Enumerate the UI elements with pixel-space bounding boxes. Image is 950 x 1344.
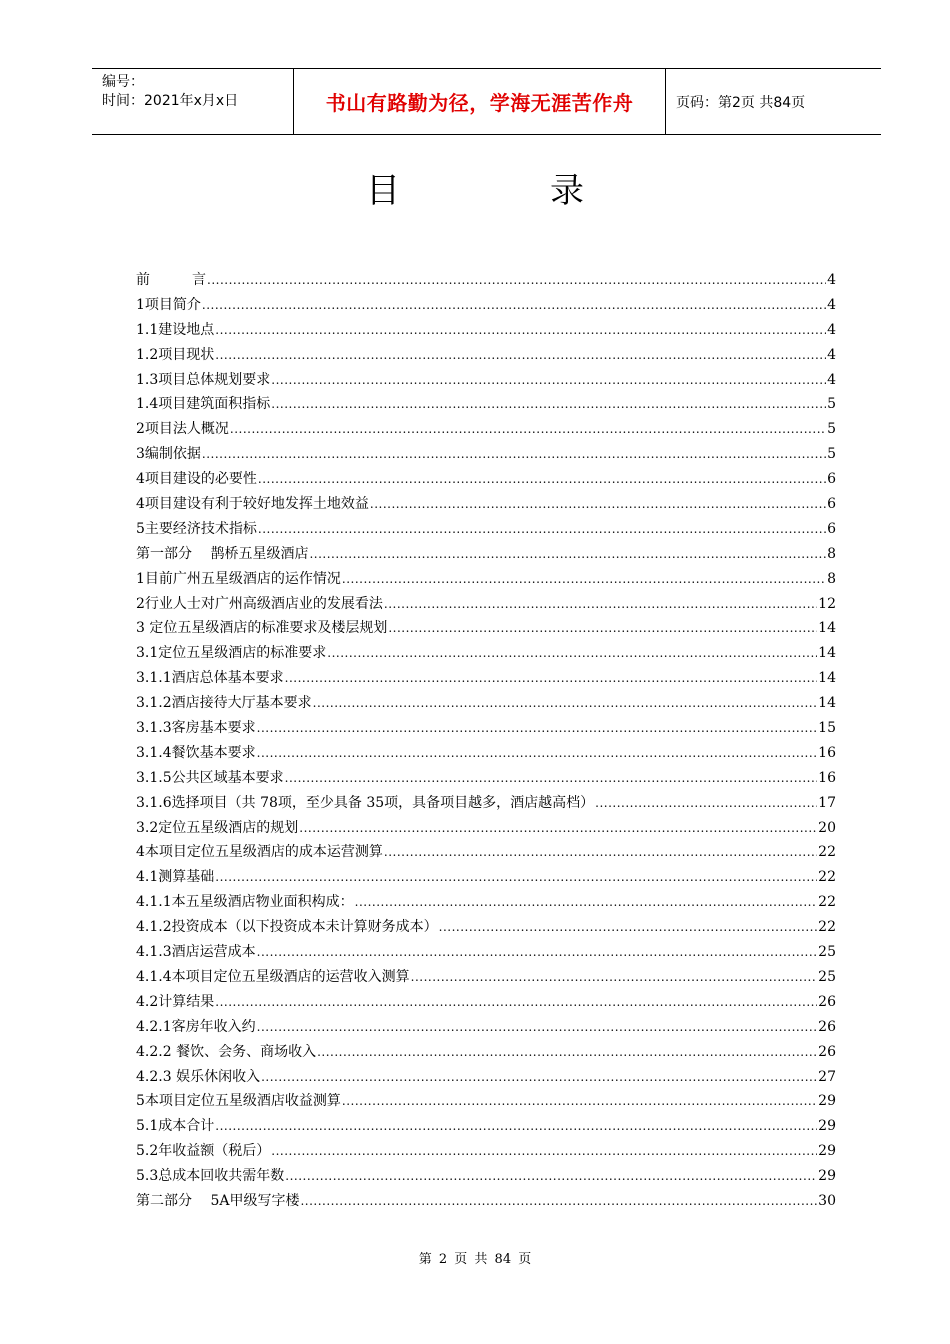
toc-leader-dots: [202, 446, 826, 462]
toc-entry-page: 25: [818, 944, 836, 961]
toc-entry[interactable]: [136, 344, 836, 369]
toc-entry-page: 22: [818, 919, 836, 936]
toc-leader-dots: [261, 1069, 817, 1085]
toc-entry[interactable]: [136, 617, 836, 642]
toc-leader-dots: [370, 496, 826, 512]
toc-entry-label: 3.2定位五星级酒店的规划: [136, 819, 299, 836]
page-footer: 第 2 页 共 84 页: [418, 1252, 532, 1267]
toc-leader-dots: [257, 745, 818, 761]
toc-leader-dots: [257, 720, 818, 736]
toc-entry-label: 5.1成本合计: [136, 1118, 215, 1135]
toc-entry-page: 17: [818, 794, 836, 811]
toc-entry[interactable]: [136, 991, 836, 1016]
toc-entry-label: 5.3总成本回收共需年数: [136, 1168, 285, 1185]
toc-entry[interactable]: [136, 866, 836, 891]
toc-entry[interactable]: [136, 1165, 836, 1190]
toc-entry[interactable]: [136, 792, 836, 817]
toc-entry-label: 第二部分 5A甲级写字楼: [136, 1192, 300, 1209]
toc-entry-label: 1.3项目总体规划要求: [136, 371, 271, 388]
toc-entry-page: 8: [827, 570, 836, 587]
toc-entry-label: 1.1建设地点: [136, 321, 215, 338]
toc-entry-label: 4.1.2投资成本（以下投资成本未计算财务成本）: [136, 919, 438, 936]
toc-entry[interactable]: [136, 369, 836, 394]
toc-leader-dots: [257, 1019, 818, 1035]
toc-entry-label: 3 定位五星级酒店的标准要求及楼层规划: [136, 620, 388, 637]
toc-entry-label: 3.1.6选择项目（共 78项，至少具备 35项，具备项目越多，酒店越高档）: [136, 794, 595, 811]
toc-entry-label: 3.1定位五星级酒店的标准要求: [136, 645, 327, 662]
header-meta: [92, 69, 293, 134]
toc-entry[interactable]: [136, 1190, 836, 1215]
toc-entry-page: 22: [818, 844, 836, 861]
toc-entry-page: 4: [827, 296, 836, 313]
toc-leader-dots: [309, 546, 826, 562]
toc-entry-page: 22: [818, 894, 836, 911]
toc-entry-page: 4: [827, 371, 836, 388]
toc-leader-dots: [258, 521, 826, 537]
toc-entry-page: 27: [818, 1068, 836, 1085]
toc-entry-page: 5: [827, 421, 836, 438]
toc-entry-label: 4.1.1本五星级酒店物业面积构成：: [136, 894, 354, 911]
toc-entry[interactable]: [136, 717, 836, 742]
toc-entry[interactable]: [136, 692, 836, 717]
toc-entry-page: 6: [827, 496, 836, 513]
toc-entry-page: 25: [818, 968, 836, 985]
toc-entry-page: 26: [818, 1043, 836, 1060]
toc-entry-label: 4.1测算基础: [136, 869, 215, 886]
toc-entry-label: 2行业人士对广州高级酒店业的发展看法: [136, 595, 383, 612]
toc-entry-label: 4.2计算结果: [136, 993, 215, 1010]
table-of-contents: [136, 269, 836, 1215]
toc-entry-label: 4本项目定位五星级酒店的成本运营测算: [136, 844, 383, 861]
toc-leader-dots: [230, 421, 826, 437]
toc-entry-page: 26: [818, 1018, 836, 1035]
toc-entry[interactable]: [136, 443, 836, 468]
toc-leader-dots: [384, 596, 817, 612]
toc-entry[interactable]: [136, 841, 836, 866]
toc-entry-page: 6: [827, 471, 836, 488]
toc-entry-label: 2项目法人概况: [136, 421, 229, 438]
toc-entry-label: 4.2.3 娱乐休闲收入: [136, 1068, 261, 1085]
toc-entry-page: 16: [818, 769, 836, 786]
toc-entry-label: 3.1.4餐饮基本要求: [136, 744, 256, 761]
toc-entry[interactable]: [136, 1016, 836, 1041]
toc-entry-page: 12: [818, 595, 836, 612]
toc-entry[interactable]: [136, 642, 836, 667]
toc-entry-label: 4.1.3酒店运营成本: [136, 944, 256, 961]
toc-leader-dots: [388, 620, 817, 636]
toc-leader-dots: [215, 347, 826, 363]
toc-leader-dots: [258, 471, 826, 487]
toc-entry-label: 第一部分 鹊桥五星级酒店: [136, 545, 309, 562]
toc-entry-page: 14: [818, 695, 836, 712]
header-motto: 书山有路勤为径，学海无涯苦作舟: [325, 91, 634, 115]
toc-entry[interactable]: [136, 518, 836, 543]
toc-entry[interactable]: [136, 269, 836, 294]
toc-leader-dots: [215, 322, 826, 338]
toc-entry-page: 5: [827, 396, 836, 413]
toc-entry[interactable]: [136, 916, 836, 941]
toc-leader-dots: [342, 1093, 817, 1109]
toc-entry[interactable]: [136, 319, 836, 344]
toc-entry-page: 30: [818, 1192, 836, 1209]
toc-entry-page: 14: [818, 620, 836, 637]
toc-entry-label: 5本项目定位五星级酒店收益测算: [136, 1093, 341, 1110]
toc-entry-label: 3.1.1酒店总体基本要求: [136, 670, 284, 687]
toc-entry[interactable]: [136, 817, 836, 842]
toc-leader-dots: [285, 1168, 817, 1184]
toc-entry[interactable]: [136, 667, 836, 692]
toc-entry[interactable]: [136, 941, 836, 966]
toc-leader-dots: [285, 670, 818, 686]
toc-entry-page: 26: [818, 993, 836, 1010]
toc-entry-label: 4.2.2 餐饮、会务、商场收入: [136, 1043, 317, 1060]
toc-leader-dots: [411, 969, 818, 985]
toc-entry[interactable]: [136, 568, 836, 593]
toc-entry-page: 6: [827, 520, 836, 537]
toc-entry[interactable]: [136, 742, 836, 767]
toc-entry[interactable]: [136, 1041, 836, 1066]
toc-entry-label: 4项目建设有利于较好地发挥土地效益: [136, 496, 369, 513]
toc-leader-dots: [271, 1143, 817, 1159]
toc-leader-dots: [215, 869, 817, 885]
toc-entry[interactable]: [136, 767, 836, 792]
toc-leader-dots: [299, 820, 817, 836]
toc-entry-page: 4: [827, 346, 836, 363]
toc-entry-page: 29: [818, 1143, 836, 1160]
toc-leader-dots: [317, 1044, 817, 1060]
toc-entry[interactable]: [136, 418, 836, 443]
toc-leader-dots: [342, 571, 826, 587]
toc-entry[interactable]: [136, 468, 836, 493]
toc-entry-page: 14: [818, 670, 836, 687]
toc-leader-dots: [355, 894, 818, 910]
toc-leader-dots: [595, 795, 817, 811]
toc-leader-dots: [313, 695, 818, 711]
toc-entry-page: 22: [818, 869, 836, 886]
toc-leader-dots: [271, 372, 826, 388]
header-page-info: 页码：第2页 共84页: [676, 94, 806, 111]
toc-leader-dots: [215, 1118, 817, 1134]
toc-leader-dots: [257, 944, 818, 960]
toc-entry[interactable]: [136, 493, 836, 518]
toc-leader-dots: [300, 1193, 817, 1209]
toc-entry-label: 3.1.2酒店接待大厅基本要求: [136, 695, 312, 712]
toc-entry[interactable]: [136, 393, 836, 418]
toc-entry[interactable]: [136, 1090, 836, 1115]
toc-entry[interactable]: [136, 294, 836, 319]
toc-entry[interactable]: [136, 966, 836, 991]
toc-entry[interactable]: [136, 891, 836, 916]
toc-entry-label: 3.1.5公共区域基本要求: [136, 769, 284, 786]
header-time: 时间：2021年x月x日: [102, 93, 239, 109]
toc-entry-page: 16: [818, 744, 836, 761]
toc-entry-label: 5主要经济技术指标: [136, 520, 257, 537]
toc-leader-dots: [215, 994, 817, 1010]
toc-entry-page: 15: [818, 720, 836, 737]
toc-entry-page: 5: [827, 446, 836, 463]
toc-entry-label: 1项目简介: [136, 296, 201, 313]
toc-entry[interactable]: [136, 1115, 836, 1140]
toc-leader-dots: [285, 770, 818, 786]
toc-entry-page: 20: [818, 819, 836, 836]
toc-entry-page: 8: [827, 545, 836, 562]
page-title: 目录: [366, 171, 734, 211]
toc-entry-page: 29: [818, 1168, 836, 1185]
toc-leader-dots: [327, 645, 817, 661]
toc-entry-page: 29: [818, 1093, 836, 1110]
toc-leader-dots: [384, 844, 817, 860]
toc-entry-label: 3.1.3客房基本要求: [136, 720, 256, 737]
toc-leader-dots: [439, 919, 818, 935]
toc-entry-label: 1.2项目现状: [136, 346, 215, 363]
toc-entry-page: 4: [827, 321, 836, 338]
toc-entry-label: 4.2.1客房年收入约: [136, 1018, 256, 1035]
toc-entry-page: 29: [818, 1118, 836, 1135]
page-header: [92, 68, 881, 135]
toc-entry[interactable]: [136, 593, 836, 618]
toc-entry-label: 1.4项目建筑面积指标: [136, 396, 271, 413]
toc-entry-label: 4.1.4本项目定位五星级酒店的运营收入测算: [136, 968, 410, 985]
toc-leader-dots: [202, 297, 826, 313]
toc-entry-label: 5.2年收益额（税后）: [136, 1143, 271, 1160]
toc-leader-dots: [207, 272, 826, 288]
toc-entry[interactable]: [136, 543, 836, 568]
toc-leader-dots: [271, 396, 826, 412]
toc-entry-label: 4项目建设的必要性: [136, 471, 257, 488]
toc-entry-label: 3编制依据: [136, 446, 201, 463]
toc-entry[interactable]: [136, 1066, 836, 1091]
toc-entry-label: 前 言: [136, 272, 206, 288]
toc-entry-page: 4: [827, 272, 836, 288]
header-code: 编号：: [102, 74, 144, 90]
header-motto-cell: [293, 69, 666, 134]
toc-entry-label: 1目前广州五星级酒店的运作情况: [136, 570, 341, 587]
toc-entry[interactable]: [136, 1140, 836, 1165]
toc-entry-page: 14: [818, 645, 836, 662]
